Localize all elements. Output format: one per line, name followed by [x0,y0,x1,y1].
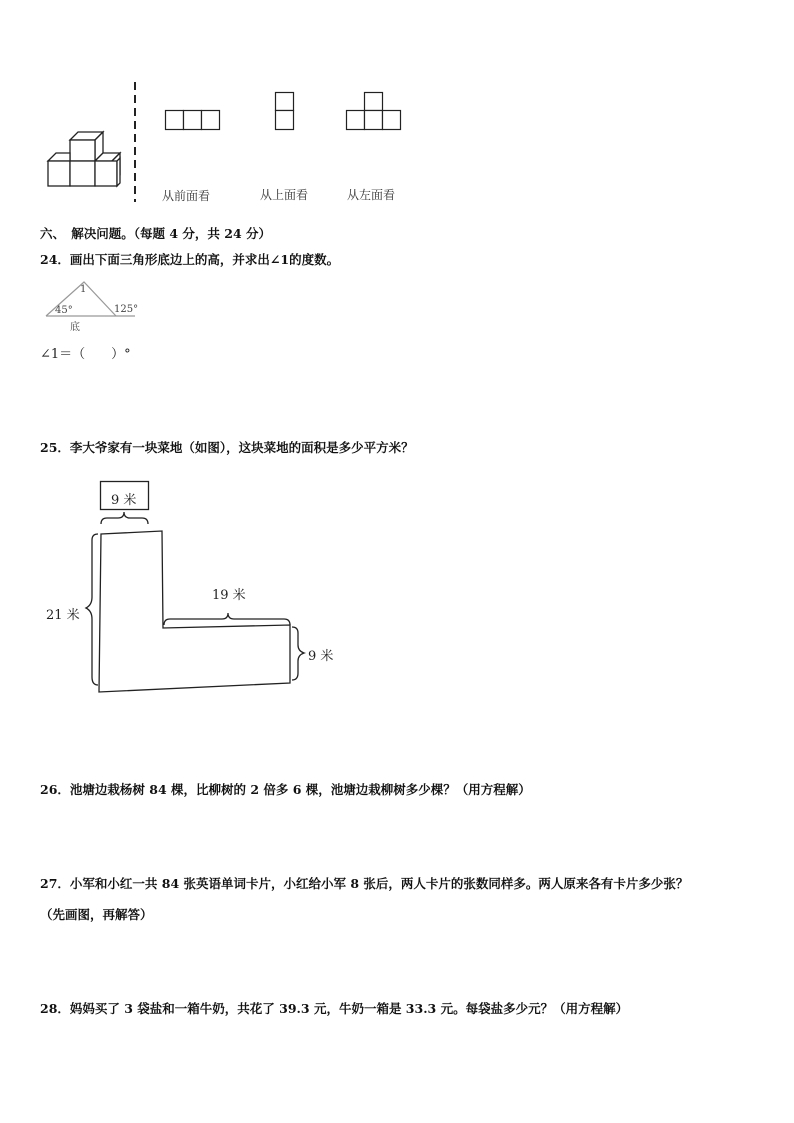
question-26: 26．池塘边栽杨树 84 棵，比柳树的 2 倍多 6 棵，池塘边栽柳树多少棵？（用方程解） [40,782,531,797]
angle-answer: ∠1＝（ ）° [40,347,131,362]
section-title: 六、 解决问题。（每题 4 分，共 24 分） [40,226,272,241]
top-view-grid [275,92,295,132]
angle-125-label: 125° [114,304,139,315]
right-height-label: 9 米 [308,649,334,664]
left-view-grid [346,92,404,132]
question-28: 28．妈妈买了 3 袋盐和一箱牛奶，共花了 39.3 元，牛奶一箱是 33.3 元。每袋盐多少元？（用方程解） [40,1001,629,1016]
left-height-label: 21 米 [46,608,80,623]
l-shape-figure [60,475,350,700]
dashed-divider [132,82,138,202]
angle-45-label: 45° [55,305,73,316]
left-view-label: 从左面看 [347,188,396,202]
angle-1-label: 1 [80,284,87,295]
question-27-note: （先画图，再解答） [40,907,153,922]
question-27: 27．小军和小红一共 84 张英语单词卡片，小红给小军 8 张后，两人卡片的张数同样多。两人原来各有卡片多少张？ [40,876,689,891]
front-view-label: 从前面看 [162,189,211,203]
top-view-label: 从上面看 [260,188,309,202]
top-width-label: 9 米 [111,493,137,508]
front-view-grid [165,110,221,131]
cube-stack-figure [40,125,130,195]
bottom-length-label: 19 米 [212,588,246,603]
base-label: 底 [70,322,80,333]
question-24: 24．画出下面三角形底边上的高，并求出∠1的度数。 [40,252,340,267]
question-25: 25．李大爷家有一块菜地（如图），这块菜地的面积是多少平方米？ [40,440,414,455]
